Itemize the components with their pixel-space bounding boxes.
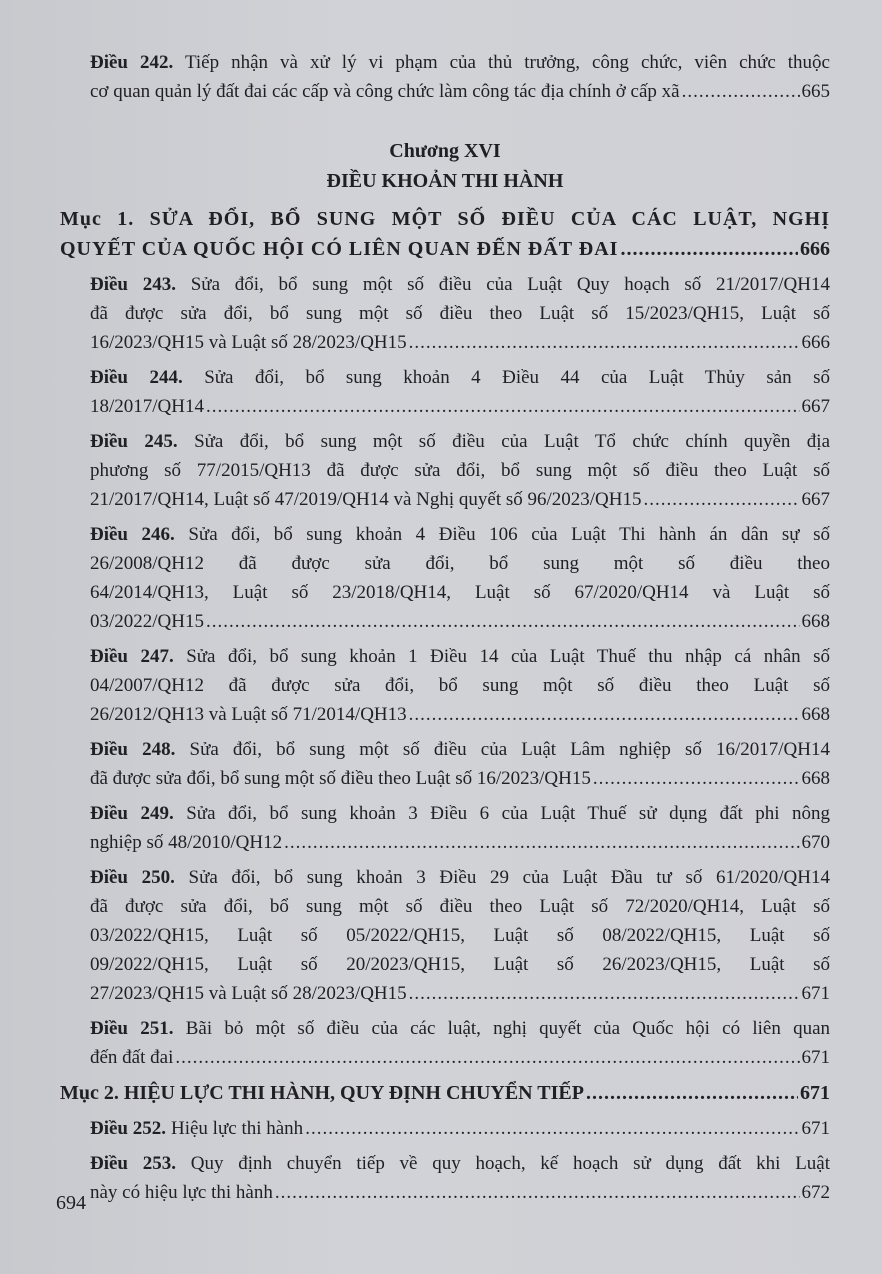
article-text: đến đất đai — [90, 1047, 174, 1068]
article-label: Điều 242. — [90, 52, 174, 73]
leader-dots — [409, 979, 800, 1008]
leader-dots — [409, 328, 800, 357]
chapter-title: ĐIỀU KHOẢN THI HÀNH — [326, 170, 564, 192]
article-text: đã được sửa đổi, bổ sung một số điều theo Luật số 16/2023/QH15 — [90, 768, 591, 789]
article-label: Điều 248. — [90, 739, 176, 760]
toc-entry-line — [90, 549, 830, 578]
leader-dots — [175, 1043, 799, 1072]
toc-entry-last-line — [90, 607, 830, 636]
article-text: nghiệp số 48/2010/QH12 — [90, 832, 283, 853]
section-1-line-2: QUYẾT CỦA QUỐC HỘI CÓ LIÊN QUAN ĐẾN ĐẤT ĐAI — [60, 238, 619, 260]
section-1-page: 666 — [800, 238, 830, 260]
article-text: Tiếp nhận và xử lý vi phạm của thủ trưởng, công chức, viên chức thuộc — [184, 52, 830, 73]
article-text: 04/2007/QH12 đã được sửa đổi, bổ sung một số điều theo Luật số — [90, 675, 830, 696]
page-ref: 667 — [801, 396, 830, 417]
chapter-number: Chương XVI — [389, 140, 501, 162]
toc-entry — [60, 863, 830, 1008]
leader-dots — [586, 1078, 798, 1108]
article-text: Sửa đổi, bổ sung khoản 3 Điều 6 của Luật Thuế sử dụng đất phi nông — [186, 803, 831, 824]
leader-dots — [284, 828, 799, 857]
toc-entry — [60, 735, 830, 793]
article-text: phương số 77/2015/QH13 đã được sửa đổi, bổ sung một số điều theo Luật số — [90, 460, 830, 481]
toc-entry-last-line — [90, 700, 830, 729]
article-text: này có hiệu lực thi hành — [90, 1182, 273, 1203]
toc-entry-line — [90, 892, 830, 921]
toc-entry-last-line — [90, 1043, 830, 1072]
toc-entry-last-line — [90, 77, 830, 106]
toc-entry — [60, 270, 830, 357]
toc-entry — [60, 363, 830, 421]
section-2-title: Mục 2. HIỆU LỰC THI HÀNH, QUY ĐỊNH CHUYỂN TIẾP — [60, 1082, 584, 1104]
article-text: 16/2023/QH15 và Luật số 28/2023/QH15 — [90, 332, 407, 353]
toc-entry-last-line — [90, 328, 830, 357]
toc-entry — [60, 1114, 830, 1143]
toc-entry — [60, 1014, 830, 1072]
toc-entry-line — [90, 363, 830, 392]
toc-entry — [60, 48, 830, 106]
article-text: 03/2022/QH15, Luật số 05/2022/QH15, Luật số 08/2022/QH15, Luật số — [90, 925, 830, 946]
toc-entry-line — [90, 735, 830, 764]
article-text: Hiệu lực thi hành — [171, 1118, 304, 1139]
article-text: đã được sửa đổi, bổ sung một số điều theo Luật số 72/2020/QH14, Luật số — [90, 896, 830, 917]
article-text: Sửa đổi, bổ sung một số điều của Luật Lâm nghiệp số 16/2017/QH14 — [189, 739, 830, 760]
article-text: đã được sửa đổi, bổ sung một số điều theo Luật số 15/2023/QH15, Luật số — [90, 303, 830, 324]
toc-entry-line — [90, 921, 830, 950]
article-label: Điều 252. — [90, 1118, 166, 1139]
article-text: 03/2022/QH15 — [90, 611, 204, 632]
toc-entry-line — [90, 299, 830, 328]
leader-dots — [409, 700, 800, 729]
article-label: Điều 253. — [90, 1153, 176, 1174]
leader-dots — [593, 764, 800, 793]
toc-entry-last-line — [90, 485, 830, 514]
toc-entry-last-line — [90, 1178, 830, 1207]
page-ref: 667 — [801, 489, 830, 510]
page-ref: 666 — [801, 332, 830, 353]
toc-entry-line — [90, 950, 830, 979]
article-text: 64/2014/QH13, Luật số 23/2018/QH14, Luật số 67/2020/QH14 và Luật số — [90, 582, 830, 603]
section-2-page: 671 — [800, 1082, 830, 1104]
article-text: Sửa đổi, bổ sung một số điều của Luật Tổ chức chính quyền địa — [194, 431, 831, 452]
page-ref: 668 — [801, 768, 830, 789]
toc-entry-line — [90, 520, 830, 549]
toc-entry — [60, 1149, 830, 1207]
article-text: Sửa đổi, bổ sung khoản 3 Điều 29 của Luật Đầu tư số 61/2020/QH14 — [188, 867, 830, 888]
toc-entry-last-line — [90, 392, 830, 421]
article-label: Điều 249. — [90, 803, 174, 824]
toc-entry — [60, 642, 830, 729]
toc-entry — [60, 799, 830, 857]
article-text: 18/2017/QH14 — [90, 396, 204, 417]
article-text: 26/2012/QH13 và Luật số 71/2014/QH13 — [90, 704, 407, 725]
toc-entry-line — [90, 427, 830, 456]
toc-entry-line — [90, 799, 830, 828]
table-of-contents — [60, 48, 830, 1213]
toc-entry-line — [90, 1014, 830, 1043]
toc-entry-line — [90, 578, 830, 607]
toc-entry-line — [90, 671, 830, 700]
toc-entry-line — [90, 270, 830, 299]
page-ref: 671 — [801, 983, 830, 1004]
toc-group-top — [60, 48, 830, 106]
leader-dots — [305, 1114, 799, 1143]
article-label: Điều 250. — [90, 867, 175, 888]
article-label: Điều 247. — [90, 646, 174, 667]
toc-entry-line — [90, 863, 830, 892]
article-text: Sửa đổi, bổ sung khoản 1 Điều 14 của Luật Thuế thu nhập cá nhân số — [186, 646, 831, 667]
leader-dots — [644, 485, 800, 514]
leader-dots — [682, 77, 800, 106]
page-number: 694 — [56, 1192, 86, 1214]
page-ref: 668 — [801, 704, 830, 725]
article-text: cơ quan quản lý đất đai các cấp và công chức làm công tác địa chính ở cấp xã — [90, 81, 680, 102]
toc-entry-line — [90, 642, 830, 671]
toc-entry-last-line — [90, 1114, 830, 1143]
toc-group-section-2 — [60, 1114, 830, 1207]
article-label: Điều 244. — [90, 367, 183, 388]
article-label: Điều 251. — [90, 1018, 174, 1039]
page-ref: 670 — [801, 832, 830, 853]
article-text: Bãi bỏ một số điều của các luật, nghị quyết của Quốc hội có liên quan — [185, 1018, 831, 1039]
leader-dots — [275, 1178, 800, 1207]
leader-dots — [206, 392, 800, 421]
leader-dots — [620, 234, 798, 264]
article-text: Quy định chuyển tiếp về quy hoạch, kế hoạch sử dụng đất khi Luật — [190, 1153, 831, 1174]
section-2-heading — [60, 1078, 830, 1108]
article-label: Điều 245. — [90, 431, 178, 452]
article-label: Điều 246. — [90, 524, 175, 545]
section-1-heading — [60, 204, 830, 264]
article-text: 26/2008/QH12 đã được sửa đổi, bổ sung một số điều theo — [90, 553, 830, 574]
article-text: Sửa đổi, bổ sung khoản 4 Điều 106 của Luật Thi hành án dân sự số — [188, 524, 831, 545]
toc-entry-line — [90, 456, 830, 485]
page-ref: 671 — [801, 1047, 830, 1068]
article-text: 21/2017/QH14, Luật số 47/2019/QH14 và Nghị quyết số 96/2023/QH15 — [90, 489, 642, 510]
toc-entry-last-line — [90, 828, 830, 857]
article-text: 27/2023/QH15 và Luật số 28/2023/QH15 — [90, 983, 407, 1004]
toc-entry-last-line — [90, 979, 830, 1008]
page-ref: 672 — [801, 1182, 830, 1203]
article-text: 09/2022/QH15, Luật số 20/2023/QH15, Luật số 26/2023/QH15, Luật số — [90, 954, 830, 975]
toc-entry-line — [90, 48, 830, 77]
page-ref: 668 — [801, 611, 830, 632]
leader-dots — [206, 607, 800, 636]
toc-group-section-1 — [60, 270, 830, 1072]
toc-entry-last-line — [90, 764, 830, 793]
section-1-line-1: Mục 1. SỬA ĐỔI, BỔ SUNG MỘT SỐ ĐIỀU CỦA CÁC LUẬT, NGHỊ — [60, 208, 830, 230]
toc-entry — [60, 520, 830, 636]
article-label: Điều 243. — [90, 274, 176, 295]
page-ref: 671 — [801, 1118, 830, 1139]
page-ref: 665 — [801, 81, 830, 102]
article-text: Sửa đổi, bổ sung một số điều của Luật Quy hoạch số 21/2017/QH14 — [190, 274, 831, 295]
toc-entry-line — [90, 1149, 830, 1178]
article-text: Sửa đổi, bổ sung khoản 4 Điều 44 của Luật Thủy sản số — [204, 367, 831, 388]
toc-entry — [60, 427, 830, 514]
